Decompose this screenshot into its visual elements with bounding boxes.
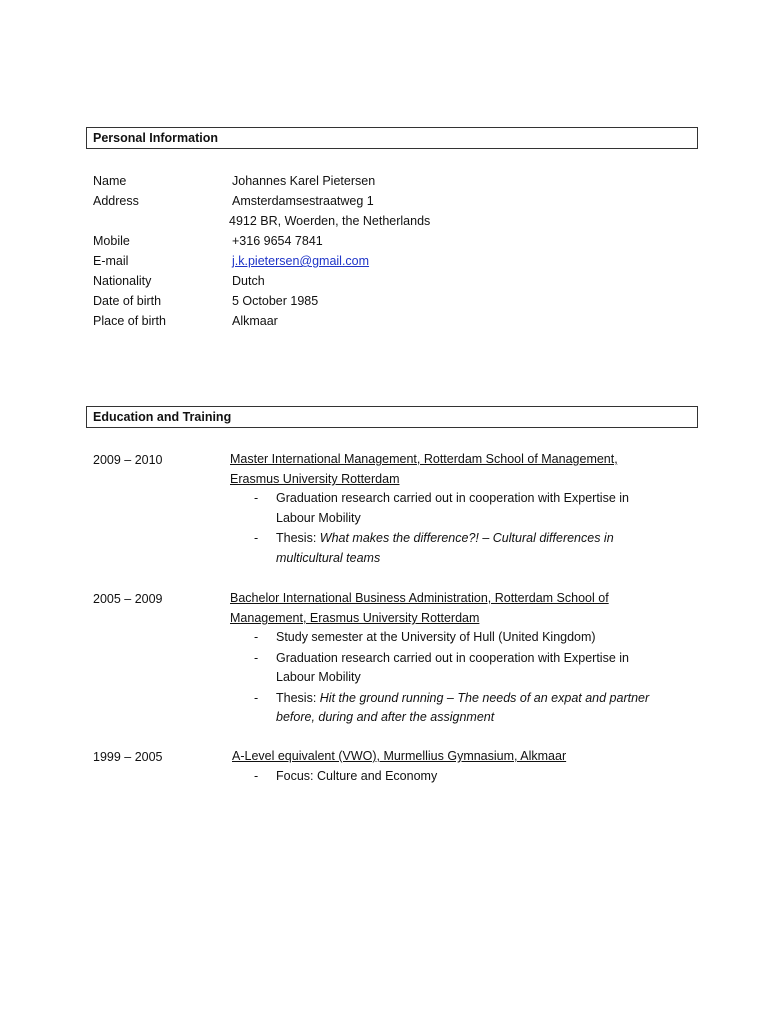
thesis-prefix: Thesis: bbox=[276, 531, 320, 545]
bullet-text: Focus: Culture and Economy bbox=[276, 769, 438, 783]
field-value: Amsterdamsestraatweg 1 bbox=[232, 194, 374, 208]
field-label: Date of birth bbox=[93, 294, 162, 308]
bullet-dash: - bbox=[254, 531, 259, 545]
entry-years: 2009 – 2010 bbox=[93, 453, 163, 467]
field-label: E-mail bbox=[93, 254, 129, 268]
field-label: Name bbox=[93, 174, 127, 188]
field-value: Dutch bbox=[232, 274, 265, 288]
thesis-title: What makes the difference?! – Cultural differences in bbox=[319, 531, 614, 545]
bullet-dash: - bbox=[254, 691, 259, 705]
entry-institution: A-Level equivalent (VWO), Murmellius Gymnasium, Alkmaar bbox=[232, 749, 567, 763]
entry-years: 1999 – 2005 bbox=[93, 750, 163, 764]
entry-institution: Master International Management, Rotterdam School of Management, bbox=[230, 452, 618, 466]
bullet-dash: - bbox=[254, 630, 259, 644]
field-value: Alkmaar bbox=[232, 314, 278, 328]
thesis-prefix: Thesis: bbox=[276, 691, 320, 705]
bullet-dash: - bbox=[254, 651, 259, 665]
entry-institution-cont: Erasmus University Rotterdam bbox=[230, 472, 400, 486]
field-value: Johannes Karel Pietersen bbox=[232, 174, 376, 188]
entry-institution-cont: Management, Erasmus University Rotterdam bbox=[230, 611, 480, 625]
entry-institution: Bachelor International Business Administration, Rotterdam School of bbox=[230, 591, 609, 605]
entry-years: 2005 – 2009 bbox=[93, 592, 163, 606]
email-link[interactable]: j.k.pietersen@gmail.com bbox=[232, 254, 370, 268]
thesis-title: Hit the ground running – The needs of an expat and partner bbox=[319, 691, 650, 705]
bullet-text: Graduation research carried out in cooperation with Expertise in bbox=[276, 491, 629, 505]
bullet-text bbox=[276, 689, 676, 709]
thesis-title-cont: multicultural teams bbox=[276, 551, 381, 565]
field-label: Place of birth bbox=[93, 314, 166, 328]
field-label: Address bbox=[93, 194, 139, 208]
bullet-text: Labour Mobility bbox=[276, 670, 361, 684]
education-training-heading: Education and Training bbox=[86, 406, 698, 428]
bullet-dash: - bbox=[254, 491, 259, 505]
bullet-text bbox=[276, 529, 676, 549]
field-label: Nationality bbox=[93, 274, 152, 288]
thesis-title-cont: before, during and after the assignment bbox=[276, 710, 495, 724]
field-label: Mobile bbox=[93, 234, 130, 248]
bullet-dash: - bbox=[254, 769, 259, 783]
field-value: 4912 BR, Woerden, the Netherlands bbox=[229, 214, 431, 228]
field-value: +316 9654 7841 bbox=[232, 234, 323, 248]
bullet-text: Labour Mobility bbox=[276, 511, 361, 525]
field-value: 5 October 1985 bbox=[232, 294, 319, 308]
personal-information-heading: Personal Information bbox=[86, 127, 698, 149]
bullet-text: Graduation research carried out in cooperation with Expertise in bbox=[276, 651, 629, 665]
bullet-text: Study semester at the University of Hull (United Kingdom) bbox=[276, 630, 596, 644]
